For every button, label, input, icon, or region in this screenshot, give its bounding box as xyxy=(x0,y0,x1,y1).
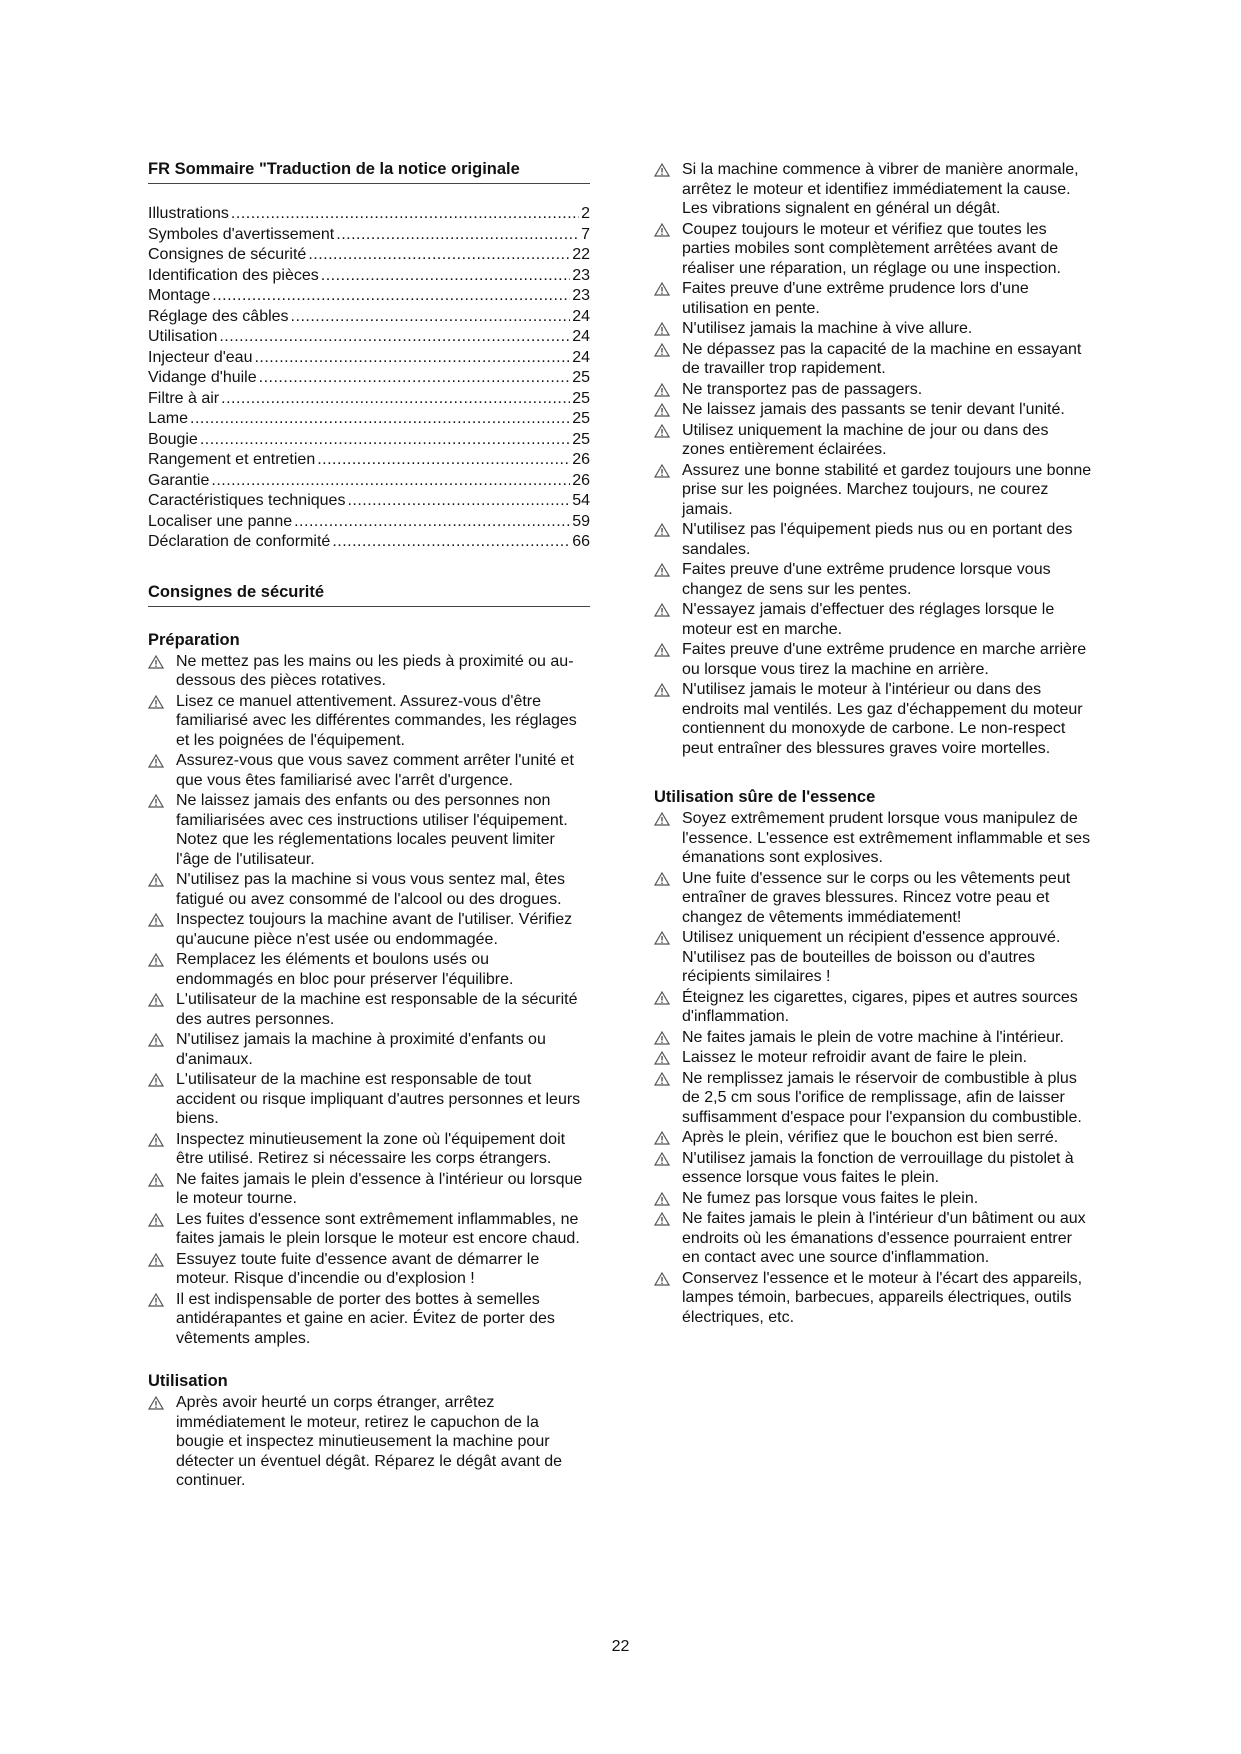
warning-triangle-icon xyxy=(148,873,164,887)
toc-heading: FR Sommaire "Traduction de la notice originale xyxy=(148,160,590,184)
toc-leader-dots xyxy=(294,512,570,533)
warning-item xyxy=(148,870,590,909)
warning-item xyxy=(654,928,1094,987)
toc-entry-page: 23 xyxy=(572,266,590,284)
toc-leader-dots xyxy=(221,389,570,410)
warning-text: Utilisez uniquement un récipient d'essence approuvé. N'utilisez pas de bouteilles de boisson ou d'autres récipients similaires ! xyxy=(682,929,1061,985)
warning-triangle-icon xyxy=(654,343,670,357)
utilisation-heading: Utilisation xyxy=(148,1372,228,1390)
warning-triangle-icon xyxy=(148,1173,164,1187)
warning-triangle-icon xyxy=(654,403,670,417)
toc-entry-page: 24 xyxy=(572,328,590,345)
warning-text: Faites preuve d'une extrême prudence en marche arrière ou lorsque vous tirez la machine en arrière. xyxy=(682,641,1087,678)
toc-entry-title: Symboles d'avertissement xyxy=(148,225,335,243)
warning-triangle-icon xyxy=(654,223,670,237)
warning-text: Utilisez uniquement la machine de jour ou dans des zones entièrement éclairées. xyxy=(682,421,1049,458)
warning-text: N'utilisez jamais la machine à vive allure. xyxy=(682,320,973,337)
toc-entry-page: 24 xyxy=(572,348,590,366)
warning-text: Inspectez toujours la machine avant de l'utiliser. Vérifiez qu'aucune pièce n'est usée ou endommagée. xyxy=(176,911,573,948)
warning-text: Il est indispensable de porter des bottes à semelles antidérapantes et gaine en acier. Évitez de porter des vêtements amples. xyxy=(176,1290,555,1347)
warning-text: Une fuite d'essence sur le corps ou les vêtements peut entraîner de graves blessures. Rincez votre peau et changez de vêtements immédiatement! xyxy=(682,869,1071,926)
warning-item xyxy=(148,1210,590,1249)
warning-triangle-icon xyxy=(654,163,670,177)
toc-entry xyxy=(148,266,590,287)
warning-text: Ne transportez pas de passagers. xyxy=(682,380,923,398)
warning-triangle-icon xyxy=(654,1131,670,1145)
warning-item xyxy=(654,421,1094,460)
warning-text: Coupez toujours le moteur et vérifiez que toutes les parties mobiles sont complètement arrêtées avant de réaliser une réparation, un réglage ou une inspection. xyxy=(682,220,1061,277)
warning-text: N'utilisez pas la machine si vous vous sentez mal, êtes fatigué ou avez consommé de l'alcool ou des drogues. xyxy=(176,871,566,908)
right-column xyxy=(654,160,1094,1328)
warning-text: Assurez-vous que vous savez comment arrêter l'unité et que vous êtes familiarisé avec l'arrêt d'urgence. xyxy=(176,752,574,789)
warning-text: N'utilisez pas l'équipement pieds nus ou en portant des sandales. xyxy=(682,521,1073,558)
toc-entry-title: Utilisation xyxy=(148,328,218,345)
warning-item xyxy=(148,1393,590,1491)
warning-item xyxy=(654,160,1094,219)
warning-text: Si la machine commence à vibrer de manière anormale, arrêtez le moteur et identifiez immédiatement la cause. Les vibrations signalent en général un dégât. xyxy=(682,161,1079,217)
toc-leader-dots xyxy=(211,471,570,492)
warning-triangle-icon xyxy=(654,872,670,886)
warning-item xyxy=(148,1130,590,1169)
toc-entry-title: Rangement et entretien xyxy=(148,451,316,468)
warning-item xyxy=(654,600,1094,639)
toc-entry xyxy=(148,430,590,451)
warning-item xyxy=(148,950,590,989)
warning-item xyxy=(148,1070,590,1129)
warning-item xyxy=(654,988,1094,1027)
warning-text: Inspectez minutieusement la zone où l'équipement doit être utilisé. Retirez si nécessaire les corps étrangers. xyxy=(176,1130,566,1167)
warning-text: Ne dépassez pas la capacité de la machine en essayant de travailler trop rapidement. xyxy=(682,340,1082,377)
toc-entry-title: Montage xyxy=(148,287,211,304)
warning-item xyxy=(654,1209,1094,1268)
warning-triangle-icon xyxy=(148,794,164,808)
preparation-heading: Préparation xyxy=(148,630,240,649)
toc-entry-title: Consignes de sécurité xyxy=(148,246,307,263)
toc-entry-title: Filtre à air xyxy=(148,389,220,407)
warning-triangle-icon xyxy=(148,1133,164,1147)
toc-entry-title: Vidange d'huile xyxy=(148,369,257,386)
toc-entry-title: Lame xyxy=(148,410,189,427)
warning-triangle-icon xyxy=(148,1253,164,1267)
toc-entry-title: Illustrations xyxy=(148,205,229,222)
toc-entry-page: 25 xyxy=(572,369,590,386)
warning-triangle-icon xyxy=(148,953,164,967)
toc-leader-dots xyxy=(254,348,570,369)
warning-triangle-icon xyxy=(654,282,670,296)
toc-entry xyxy=(148,327,590,348)
warning-item xyxy=(148,751,590,790)
warning-triangle-icon xyxy=(654,643,670,657)
warning-triangle-icon xyxy=(654,991,670,1005)
toc-entry xyxy=(148,204,590,225)
toc-entry xyxy=(148,512,590,533)
warning-triangle-icon xyxy=(654,464,670,478)
warning-text: Ne faites jamais le plein d'essence à l'intérieur ou lorsque le moteur tourne. xyxy=(176,1170,583,1207)
warning-text: L'utilisateur de la machine est responsable de la sécurité des autres personnes. xyxy=(176,991,578,1028)
left-column xyxy=(148,160,590,1492)
preparation-list xyxy=(148,652,590,1349)
warning-text: Ne fumez pas lorsque vous faites le plein. xyxy=(682,1189,979,1207)
toc-entry-page: 23 xyxy=(572,287,590,304)
warning-item xyxy=(148,1170,590,1209)
warning-item xyxy=(148,791,590,869)
warning-item xyxy=(654,380,1094,400)
toc-entry-title: Réglage des câbles xyxy=(148,307,289,325)
warning-triangle-icon xyxy=(148,1213,164,1227)
warning-text: Conservez l'essence et le moteur à l'écart des appareils, lampes témoin, barbecues, appareils électriques, outils électriques, etc. xyxy=(682,1269,1083,1326)
warning-triangle-icon xyxy=(654,1272,670,1286)
toc-entry xyxy=(148,389,590,410)
toc-entry-title: Déclaration de conformité xyxy=(148,533,331,550)
toc-leader-dots xyxy=(308,245,570,266)
toc-entry-page: 25 xyxy=(572,389,590,407)
warning-item xyxy=(654,1048,1094,1068)
warning-item xyxy=(654,319,1094,339)
warning-triangle-icon xyxy=(148,655,164,669)
warning-triangle-icon xyxy=(654,383,670,397)
warning-triangle-icon xyxy=(148,1396,164,1410)
warning-text: Ne mettez pas les mains ou les pieds à proximité ou au-dessous des pièces rotatives. xyxy=(176,652,574,689)
toc-leader-dots xyxy=(200,430,570,451)
warning-triangle-icon xyxy=(148,1293,164,1307)
toc-entry xyxy=(148,409,590,430)
safety-heading: Consignes de sécurité xyxy=(148,583,590,607)
warning-item xyxy=(654,1149,1094,1188)
warning-item xyxy=(148,1030,590,1069)
page-number: 22 xyxy=(611,1638,630,1655)
toc-entry-page: 26 xyxy=(572,471,590,489)
toc-entry-page: 7 xyxy=(581,225,590,243)
warning-text: Après le plein, vérifiez que le bouchon est bien serré. xyxy=(682,1129,1059,1146)
warning-text: Ne remplissez jamais le réservoir de combustible à plus de 2,5 cm sous l'orifice de remplissage, afin de laisser suffisamment d'espace pour l'expansion du combustible. xyxy=(682,1069,1082,1126)
toc-leader-dots xyxy=(259,368,571,389)
toc-entry xyxy=(148,532,590,553)
warning-item xyxy=(148,990,590,1029)
warning-triangle-icon xyxy=(654,683,670,697)
warning-text: Éteignez les cigarettes, cigares, pipes et autres sources d'inflammation. xyxy=(682,988,1078,1025)
warning-triangle-icon xyxy=(148,1033,164,1047)
toc-entry xyxy=(148,471,590,492)
warning-text: Laissez le moteur refroidir avant de faire le plein. xyxy=(682,1049,1028,1066)
warning-triangle-icon xyxy=(654,931,670,945)
warning-item xyxy=(654,560,1094,599)
toc-entry-title: Injecteur d'eau xyxy=(148,348,253,366)
toc-entry xyxy=(148,225,590,246)
warning-triangle-icon xyxy=(148,1073,164,1087)
toc-entry xyxy=(148,368,590,389)
warning-triangle-icon xyxy=(654,322,670,336)
essence-list xyxy=(654,809,1094,1327)
toc-entry-title: Bougie xyxy=(148,430,198,448)
warning-text: Faites preuve d'une extrême prudence lorsque vous changez de sens sur les pentes. xyxy=(682,561,1051,598)
warning-text: Ne faites jamais le plein à l'intérieur d'un bâtiment ou aux endroits où les émanations d'essence pourraient entrer en contact avec une source d'inflammation. xyxy=(682,1210,1086,1266)
toc-entry-title: Garantie xyxy=(148,471,210,489)
toc-leader-dots xyxy=(231,204,579,225)
warning-item xyxy=(654,340,1094,379)
warning-text: Ne laissez jamais des enfants ou des personnes non familiarisées avec ces instructions utiliser l'équipement. Notez que les réglementations locales peuvent limiter l'âge de l'utilisateur. xyxy=(176,792,568,868)
warning-triangle-icon xyxy=(148,754,164,768)
warning-triangle-icon xyxy=(654,603,670,617)
toc-entry xyxy=(148,286,590,307)
toc-entry-page: 25 xyxy=(572,430,590,448)
warning-item xyxy=(654,220,1094,279)
warning-item xyxy=(654,1028,1094,1048)
toc-entry-page: 66 xyxy=(572,533,590,550)
warning-triangle-icon xyxy=(654,1212,670,1226)
toc-leader-dots xyxy=(219,327,570,348)
toc-entry-page: 59 xyxy=(572,512,590,530)
warning-text: Remplacez les éléments et boulons usés ou endommagés en bloc pour préserver l'équilibre. xyxy=(176,951,514,988)
utilisation-list-right xyxy=(654,160,1094,758)
warning-item xyxy=(148,652,590,691)
warning-item xyxy=(148,1290,590,1349)
toc-entry xyxy=(148,245,590,266)
toc-entry-title: Identification des pièces xyxy=(148,266,319,284)
warning-item xyxy=(148,1250,590,1289)
warning-triangle-icon xyxy=(654,1072,670,1086)
warning-text: Lisez ce manuel attentivement. Assurez-vous d'être familiarisé avec les différentes commandes, les réglages et les poignées de l'équipement. xyxy=(176,692,577,749)
utilisation-list-left xyxy=(148,1393,590,1491)
toc-entry-page: 25 xyxy=(572,410,590,427)
warning-triangle-icon xyxy=(654,1192,670,1206)
warning-triangle-icon xyxy=(654,1031,670,1045)
toc-entry-title: Localiser une panne xyxy=(148,512,293,530)
warning-text: Ne laissez jamais des passants se tenir devant l'unité. xyxy=(682,401,1065,418)
toc-leader-dots xyxy=(321,266,570,287)
warning-item xyxy=(654,680,1094,758)
warning-item xyxy=(148,692,590,751)
warning-text: Ne faites jamais le plein de votre machine à l'intérieur. xyxy=(682,1028,1064,1046)
toc-entry xyxy=(148,450,590,471)
warning-triangle-icon xyxy=(148,993,164,1007)
toc-list xyxy=(148,204,590,553)
warning-text: N'utilisez jamais la machine à proximité d'enfants ou d'animaux. xyxy=(176,1031,546,1068)
warning-text: Soyez extrêmement prudent lorsque vous manipulez de l'essence. L'essence est extrêmement inflammable et ses émanations sont explosives. xyxy=(682,810,1091,866)
toc-entry-title: Caractéristiques techniques xyxy=(148,492,346,509)
warning-item xyxy=(654,520,1094,559)
warning-triangle-icon xyxy=(654,424,670,438)
toc-entry xyxy=(148,307,590,328)
essence-heading: Utilisation sûre de l'essence xyxy=(654,788,876,806)
warning-item xyxy=(654,809,1094,868)
warning-text: Assurez une bonne stabilité et gardez toujours une bonne prise sur les poignées. Marchez toujours, ne courez jamais. xyxy=(682,461,1092,518)
toc-entry-page: 24 xyxy=(572,307,590,325)
warning-text: Après avoir heurté un corps étranger, arrêtez immédiatement le moteur, retirez le capuchon de la bougie et inspectez minutieusement la machine pour détecter un éventuel dégât. Réparez le dégât avant de continuer. xyxy=(176,1394,563,1489)
warning-text: Les fuites d'essence sont extrêmement inflammables, ne faites jamais le plein lorsque le moteur est encore chaud. xyxy=(176,1210,580,1247)
toc-leader-dots xyxy=(291,307,571,328)
toc-leader-dots xyxy=(212,286,570,307)
warning-item xyxy=(654,279,1094,318)
warning-text: N'utilisez jamais la fonction de verrouillage du pistolet à essence lorsque vous faites le plein. xyxy=(682,1149,1074,1186)
warning-triangle-icon xyxy=(654,523,670,537)
warning-item xyxy=(654,400,1094,420)
toc-leader-dots xyxy=(347,491,570,512)
warning-triangle-icon xyxy=(654,812,670,826)
warning-triangle-icon xyxy=(654,1152,670,1166)
warning-text: L'utilisateur de la machine est responsable de tout accident ou risque impliquant d'autres personnes et leurs biens. xyxy=(176,1071,581,1127)
toc-entry-page: 2 xyxy=(581,205,590,222)
toc-leader-dots xyxy=(336,225,579,246)
warning-item xyxy=(654,1189,1094,1209)
warning-item xyxy=(654,640,1094,679)
toc-leader-dots xyxy=(317,450,570,471)
warning-text: Essuyez toute fuite d'essence avant de démarrer le moteur. Risque d'incendie ou d'explosion ! xyxy=(176,1250,540,1287)
warning-triangle-icon xyxy=(148,913,164,927)
warning-item xyxy=(148,910,590,949)
warning-text: N'utilisez jamais le moteur à l'intérieur ou dans des endroits mal ventilés. Les gaz d'échappement du moteur contiennent du monoxyde de carbone. Le non-respect peut entraîner des blessures graves voire mortelles. xyxy=(682,681,1083,757)
toc-leader-dots xyxy=(190,409,570,430)
warning-text: Faites preuve d'une extrême prudence lors d'une utilisation en pente. xyxy=(682,280,1029,317)
warning-triangle-icon xyxy=(654,1051,670,1065)
warning-item xyxy=(654,1128,1094,1148)
warning-item xyxy=(654,1269,1094,1328)
toc-entry-page: 54 xyxy=(572,492,590,509)
toc-leader-dots xyxy=(332,532,570,553)
warning-text: N'essayez jamais d'effectuer des réglages lorsque le moteur est en marche. xyxy=(682,601,1055,638)
toc-entry xyxy=(148,491,590,512)
warning-triangle-icon xyxy=(654,563,670,577)
warning-triangle-icon xyxy=(148,695,164,709)
warning-item xyxy=(654,1069,1094,1128)
toc-entry-page: 22 xyxy=(572,246,590,263)
toc-entry-page: 26 xyxy=(572,451,590,468)
warning-item xyxy=(654,869,1094,928)
warning-item xyxy=(654,461,1094,520)
toc-entry xyxy=(148,348,590,369)
